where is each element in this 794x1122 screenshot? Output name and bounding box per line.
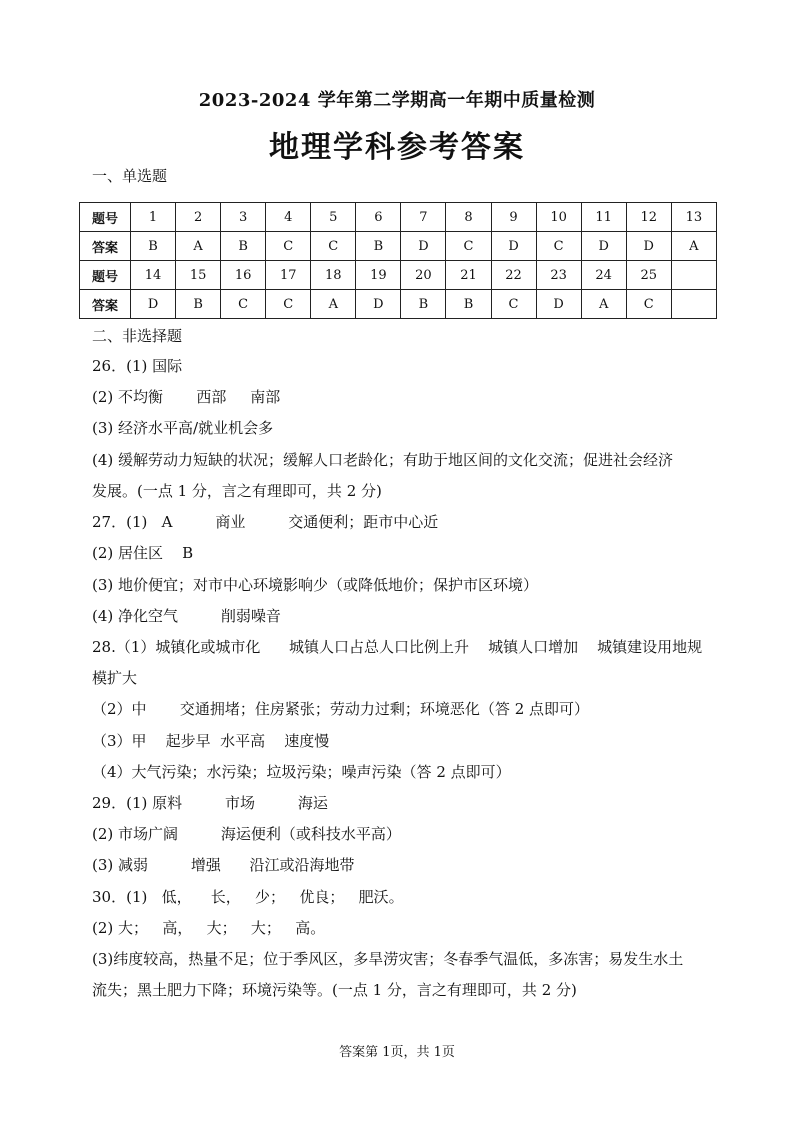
table-cell: C bbox=[221, 290, 266, 319]
table-cell: C bbox=[536, 232, 581, 261]
table-cell: 20 bbox=[401, 261, 446, 290]
table-cell: 21 bbox=[446, 261, 491, 290]
table-cell: B bbox=[131, 232, 176, 261]
table-cell: 18 bbox=[311, 261, 356, 290]
row-header-cell: 答案 bbox=[80, 290, 131, 319]
answer-line: (3)纬度较高，热量不足；位于季风区，多旱涝灾害；冬春季气温低，多冻害；易发生水土 bbox=[92, 950, 684, 968]
answer-line: 发展。(一点 1 分，言之有理即可，共 2 分) bbox=[92, 482, 382, 500]
answer-line: (4) 缓解劳动力短缺的状况；缓解人口老龄化；有助于地区间的文化交流；促进社会经济 bbox=[92, 451, 674, 469]
table-cell: 19 bbox=[356, 261, 401, 290]
answer-line: (3) 经济水平高/就业机会多 bbox=[92, 419, 274, 437]
answer-line: （2）中 交通拥堵；住房紧张；劳动力过剩；环境恶化（答 2 点即可） bbox=[92, 700, 590, 718]
table-cell: A bbox=[671, 232, 716, 261]
table-cell: 3 bbox=[221, 203, 266, 232]
table-cell: 6 bbox=[356, 203, 401, 232]
table-cell: D bbox=[356, 290, 401, 319]
table-cell: 5 bbox=[311, 203, 356, 232]
answer-line: 26．(1) 国际 bbox=[92, 357, 183, 375]
table-cell: 11 bbox=[581, 203, 626, 232]
table-cell: 16 bbox=[221, 261, 266, 290]
page-footer: 答案第 1页，共 1页 bbox=[339, 1045, 455, 1060]
table-cell: 22 bbox=[491, 261, 536, 290]
section-heading-single-choice: 一、单选题 bbox=[92, 167, 168, 185]
table-cell: D bbox=[131, 290, 176, 319]
table-cell: 4 bbox=[266, 203, 311, 232]
table-cell: B bbox=[446, 290, 491, 319]
table-cell: C bbox=[491, 290, 536, 319]
exam-title: 2023-2024 学年第二学期高一年期中质量检测 bbox=[198, 90, 596, 111]
table-cell: B bbox=[221, 232, 266, 261]
table-cell: 17 bbox=[266, 261, 311, 290]
answer-line: 模扩大 bbox=[92, 669, 138, 687]
table-cell: A bbox=[311, 290, 356, 319]
row-header-cell: 题号 bbox=[80, 203, 131, 232]
table-cell: D bbox=[581, 232, 626, 261]
row-header-cell: 答案 bbox=[80, 232, 131, 261]
table-cell bbox=[671, 261, 716, 290]
table-cell: A bbox=[581, 290, 626, 319]
answer-line: （4）大气污染；水污染；垃圾污染；噪声污染（答 2 点即可） bbox=[92, 763, 511, 781]
answer-line: (3) 减弱 增强 沿江或沿海地带 bbox=[92, 856, 355, 874]
answer-line: （3）甲 起步早 水平高 速度慢 bbox=[92, 732, 330, 750]
table-cell: C bbox=[266, 232, 311, 261]
table-cell: 1 bbox=[131, 203, 176, 232]
answer-line: 27．(1) A 商业 交通便利；距市中心近 bbox=[92, 513, 439, 531]
table-cell: B bbox=[176, 290, 221, 319]
table-cell: D bbox=[491, 232, 536, 261]
table-cell: A bbox=[176, 232, 221, 261]
answer-line: (2) 居住区 B bbox=[92, 544, 194, 562]
table-cell: 2 bbox=[176, 203, 221, 232]
answer-line: (2) 不均衡 西部 南部 bbox=[92, 388, 281, 406]
answer-line: (2) 市场广阔 海运便利（或科技水平高） bbox=[92, 825, 401, 843]
answer-line: 28.（1）城镇化或城市化 城镇人口占总人口比例上升 城镇人口增加 城镇建设用地规 bbox=[92, 638, 703, 656]
table-row bbox=[80, 203, 717, 232]
table-cell: 10 bbox=[536, 203, 581, 232]
row-header-cell: 题号 bbox=[80, 261, 131, 290]
table-cell: 7 bbox=[401, 203, 446, 232]
table-cell: 12 bbox=[626, 203, 671, 232]
table-cell bbox=[671, 290, 716, 319]
table-cell: D bbox=[536, 290, 581, 319]
table-cell: C bbox=[311, 232, 356, 261]
answer-line: 流失；黑土肥力下降；环境污染等。(一点 1 分，言之有理即可，共 2 分) bbox=[92, 981, 577, 999]
table-cell: D bbox=[401, 232, 446, 261]
table-row bbox=[80, 261, 717, 290]
page-title: 地理学科参考答案 bbox=[269, 130, 525, 165]
table-cell: 14 bbox=[131, 261, 176, 290]
answer-line: 30．(1) 低， 长， 少； 优良； 肥沃。 bbox=[92, 888, 404, 906]
answer-table bbox=[79, 202, 717, 319]
table-cell: 15 bbox=[176, 261, 221, 290]
answer-line: (3) 地价便宜；对市中心环境影响少（或降低地价；保护市区环境） bbox=[92, 576, 539, 594]
table-cell: 8 bbox=[446, 203, 491, 232]
table-cell: C bbox=[626, 290, 671, 319]
table-cell: 24 bbox=[581, 261, 626, 290]
table-cell: D bbox=[626, 232, 671, 261]
table-row bbox=[80, 232, 717, 261]
table-cell: 9 bbox=[491, 203, 536, 232]
table-cell: 23 bbox=[536, 261, 581, 290]
table-cell: C bbox=[266, 290, 311, 319]
table-cell: B bbox=[401, 290, 446, 319]
table-cell: C bbox=[446, 232, 491, 261]
table-cell: 25 bbox=[626, 261, 671, 290]
answer-line: 29．(1) 原料 市场 海运 bbox=[92, 794, 328, 812]
table-cell: 13 bbox=[671, 203, 716, 232]
section-heading-non-choice: 二、非选择题 bbox=[92, 327, 183, 345]
answer-line: (2) 大； 高， 大； 大； 高。 bbox=[92, 919, 326, 937]
answer-line: (4) 净化空气 削弱噪音 bbox=[92, 607, 281, 625]
table-cell: B bbox=[356, 232, 401, 261]
table-row bbox=[80, 290, 717, 319]
